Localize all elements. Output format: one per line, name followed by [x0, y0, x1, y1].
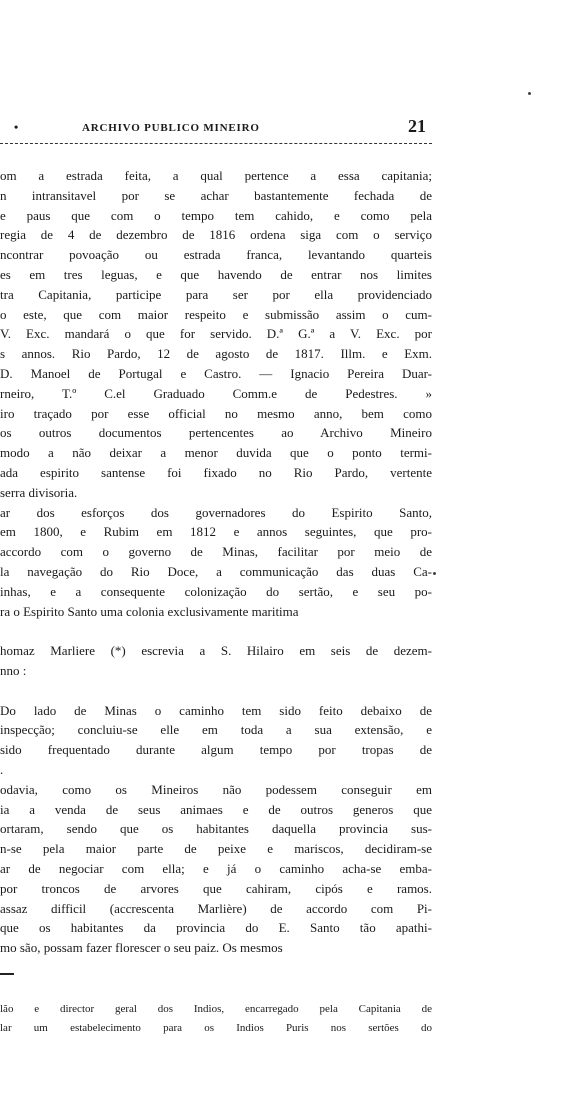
text-line: Do lado de Minas o caminho tem sido feito debaixo de: [0, 702, 432, 718]
text-line: es em tres leguas, e que havendo de entrar nos limites: [0, 267, 432, 282]
text-line: homaz Marliere (*) escrevia a S. Hilairo em seis de dezem-: [0, 643, 432, 659]
text-line: ncontrar povoação ou estrada franca, levantando quarteis: [0, 247, 432, 263]
text-line: ra o Espirito Santo uma colonia exclusivamente maritima: [0, 603, 299, 619]
text-line: accordo com o governo de Minas, facilitar por meio de: [0, 544, 432, 560]
text-line: sido frequentado durante algum tempo por tropas de: [0, 742, 432, 758]
text-line: ortaram, sendo que os habitantes daquella provincia sus-: [0, 821, 432, 837]
header-rule: [0, 143, 432, 144]
text-line: [0, 621, 432, 641]
text-line: iro traçado por esse official no mesmo anno, bem como: [0, 405, 432, 421]
scan-speck: [528, 92, 531, 95]
page-number: 21: [408, 116, 426, 136]
text-line: ia a venda de seus animaes e de outros generos que: [0, 801, 432, 817]
text-line: o este, que com maior respeito e submissão assim o cum-: [0, 306, 432, 322]
text-line: e paus que com o tempo tem cahido, e como pela: [0, 207, 432, 223]
text-line: modo a não deixar a menor duvida que o ponto termi-: [0, 445, 432, 461]
text-line: la navegação do Rio Doce, a communicação das duas Ca-: [0, 564, 432, 579]
text-line: tra Capitania, participe para ser por ella providenciado: [0, 286, 432, 302]
text-line: ada espirito santense foi fixado no Rio Pardo, vertente: [0, 465, 432, 480]
text-line: ar de negociar com ella; e já o caminho acha-se emba-: [0, 861, 432, 876]
page-header: [0, 116, 440, 140]
text-line: inspecção; concluiu-se elle em toda a sua extensão, e: [0, 722, 432, 738]
text-line: s annos. Rio Pardo, 12 de agosto de 1817. Illm. e Exm.: [0, 346, 432, 362]
footnote-line: lão e director geral dos Indios, encarregado pela Capitania de: [0, 1003, 432, 1015]
text-line: em 1800, e Rubim em 1812 e annos seguintes, que pro-: [0, 524, 432, 540]
text-line: mo são, possam fazer florescer o seu paiz. Os mesmos: [0, 940, 283, 956]
text-line: por troncos de arvores que cahiram, cipós e ramos.: [0, 880, 432, 896]
text-line: n intransitavel por se achar bastantemente fechada de: [0, 187, 432, 203]
scan-speck: [433, 572, 436, 575]
text-line: V. Exc. mandará o que for servido. D.ª G.ª a V. Exc. por: [0, 326, 432, 342]
header-mark: •: [14, 120, 19, 134]
text-line: om a estrada feita, a qual pertence a essa capitania;: [0, 168, 432, 183]
text-line: [0, 681, 432, 701]
text-line: os outros documentos pertencentes ao Archivo Mineiro: [0, 425, 432, 441]
text-line: que os habitantes da provincia do E. Santo tão apathi-: [0, 920, 432, 936]
text-line: ar dos esforços dos governadores do Espirito Santo,: [0, 504, 432, 520]
text-line: regia de 4 de dezembro de 1816 ordena siga com o serviço: [0, 227, 432, 243]
text-line: .: [0, 762, 4, 777]
text-line: odavia, como os Mineiros não podessem conseguir em: [0, 781, 432, 797]
footnote-line: lar um estabelecimento para os Indios Puris nos sertões do: [0, 1022, 432, 1034]
text-line: D. Manoel de Portugal e Castro. — Ignacio Pereira Duar-: [0, 366, 432, 381]
text-line: nno :: [0, 663, 27, 678]
text-line: rneiro, T.º C.el Graduado Comm.e de Pedestres. »: [0, 385, 432, 401]
text-line: n-se pela maior parte de peixe e mariscos, decidiram-se: [0, 841, 432, 857]
text-line: serra divisoria.: [0, 484, 78, 500]
footnote-rule: [0, 973, 14, 975]
text-line: inhas, e a consequente colonização do sertão, e seu po-: [0, 583, 432, 599]
text-line: assaz difficil (accrescenta Marlière) de accordo com Pi-: [0, 900, 432, 916]
running-title: ARCHIVO PUBLICO MINEIRO: [82, 122, 260, 134]
